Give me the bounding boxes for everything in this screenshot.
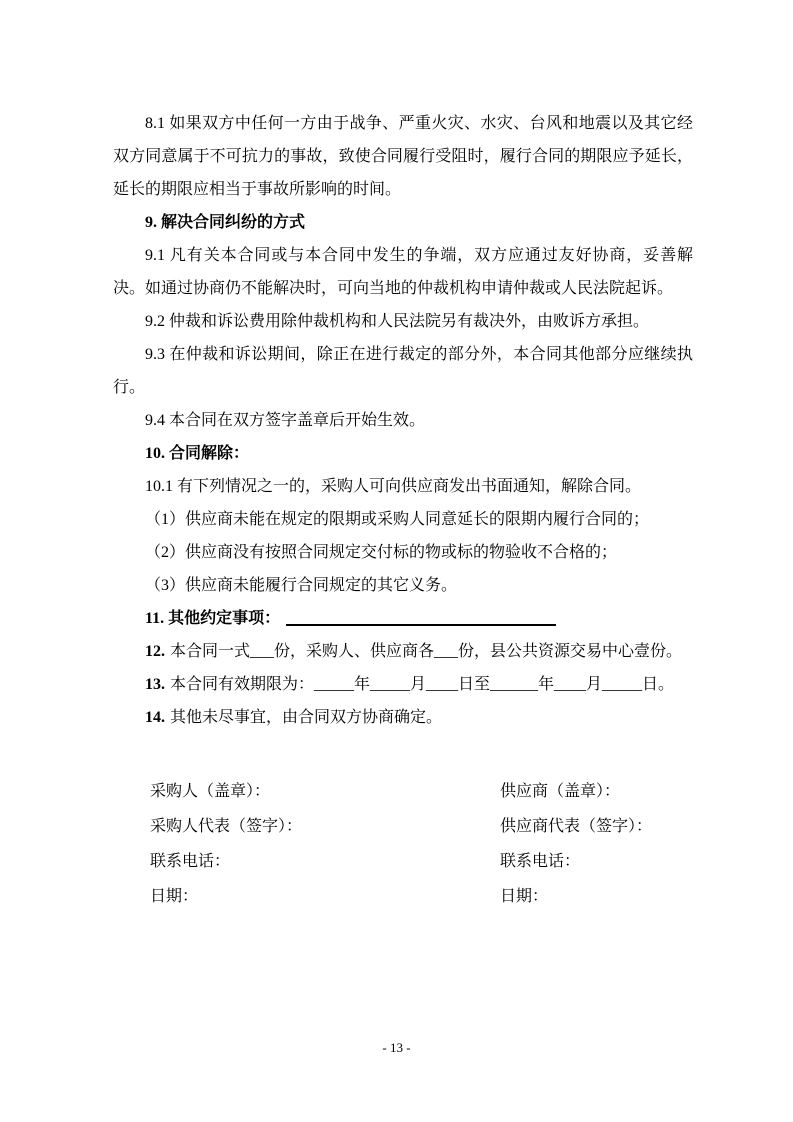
clause-12 bbox=[113, 635, 693, 668]
termination-item-2: （2）供应商没有按照合同规定交付标的物或标的物验收不合格的； bbox=[145, 544, 618, 561]
clause-13-number: 13. bbox=[145, 676, 165, 693]
clause-9-2: 9.2 仲裁和诉讼费用除仲裁机构和人民法院另有裁决外，由败诉方承担。 bbox=[145, 313, 650, 330]
purchaser-phone-label: 联系电话： bbox=[150, 853, 231, 870]
clause-9-3: 9.3 在仲裁和诉讼期间，除正在进行裁定的部分外，本合同其他部分应继续执行。 bbox=[113, 346, 693, 396]
termination-item-1: （1）供应商未能在规定的限期或采购人同意延长的限期内履行合同的； bbox=[145, 511, 650, 528]
purchaser-date-label: 日期： bbox=[150, 888, 199, 905]
clause-12-text: 本合同一式___份，采购人、供应商各___份，县公共资源交易中心壹份。 bbox=[170, 643, 683, 660]
clause-10-1: 10.1 有下列情况之一的，采购人可向供应商发出书面通知，解除合同。 bbox=[145, 478, 642, 495]
signature-block bbox=[113, 774, 693, 919]
clause-8-1: 8.1 如果双方中任何一方由于战争、严重火灾、水灾、台风和地震以及其它经双方同意属于不可抗力的事故，致使合同履行受阻时，履行合同的期限应予延长，延长的期限应相当于事故所影响的时间。 bbox=[113, 115, 693, 198]
heading-other-terms bbox=[113, 602, 693, 635]
supplier-stamp-label: 供应商（盖章）： bbox=[500, 783, 621, 800]
supplier-phone-label: 联系电话： bbox=[500, 853, 581, 870]
clause-13 bbox=[113, 668, 693, 701]
supplier-representative-label: 供应商代表（签字）： bbox=[500, 818, 653, 835]
heading-contract-termination: 10. 合同解除： bbox=[145, 445, 250, 462]
clause-14 bbox=[113, 701, 693, 734]
clause-9-1: 9.1 凡有关本合同或与本合同中发生的争端，双方应通过友好协商，妥善解决。如通过协商仍不能解决时，可向当地的仲裁机构申请仲裁或人民法院起诉。 bbox=[113, 247, 693, 297]
purchaser-stamp-label: 采购人（盖章）： bbox=[150, 783, 271, 800]
page-number: - 13 - bbox=[382, 1040, 411, 1055]
clause-12-number: 12. bbox=[145, 643, 165, 660]
supplier-signature-column bbox=[500, 774, 652, 914]
other-terms-blank-line bbox=[286, 622, 556, 626]
clause-14-text: 其他未尽事宜，由合同双方协商确定。 bbox=[170, 709, 443, 726]
contract-body bbox=[113, 107, 693, 919]
clause-14-number: 14. bbox=[145, 709, 165, 726]
clause-9-4: 9.4 本合同在双方签字盖章后开始生效。 bbox=[145, 412, 426, 429]
purchaser-representative-label: 采购人代表（签字）： bbox=[150, 818, 303, 835]
termination-item-3: （3）供应商未能履行合同规定的其它义务。 bbox=[145, 577, 458, 594]
clause-13-text: 本合同有效期限为：_____年_____月____日至______年____月_____日。 bbox=[170, 676, 675, 693]
supplier-date-label: 日期： bbox=[500, 888, 549, 905]
heading-other-terms-label: 11. 其他约定事项： bbox=[145, 610, 281, 627]
heading-dispute-resolution: 9. 解决合同纠纷的方式 bbox=[145, 214, 306, 231]
purchaser-signature-column bbox=[150, 774, 302, 914]
